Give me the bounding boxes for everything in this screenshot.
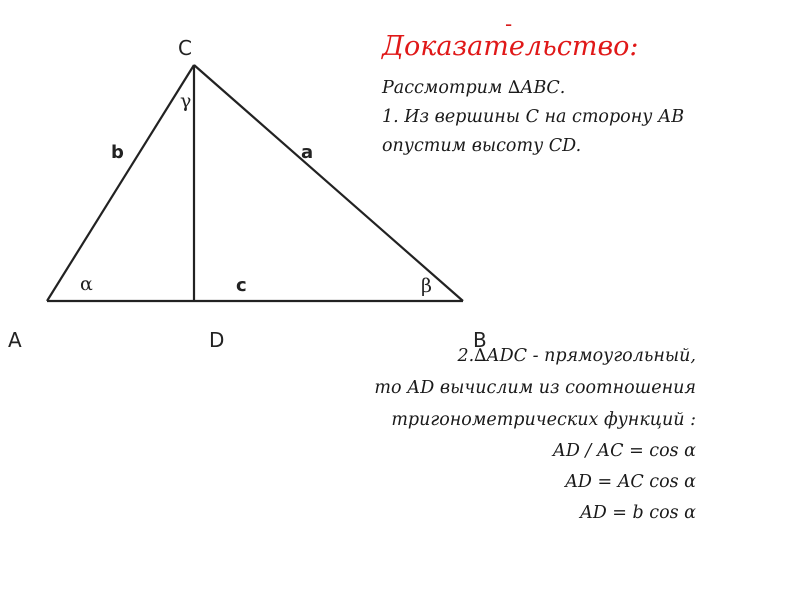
side-a-label: a (301, 142, 314, 163)
angle-gamma-label: γ (180, 90, 192, 112)
side-ac-line (47, 65, 194, 301)
proof-block (382, 30, 742, 161)
step2-line-1: 2.∆АDС - прямоугольный, (457, 346, 696, 366)
step2-line-2: то АD вычислим из соотношения (374, 378, 696, 398)
angle-alpha-label: α (80, 273, 93, 295)
title-dash-mark: - (505, 12, 513, 36)
step2-formula-1: АD / АС = cos α (552, 441, 696, 461)
step2-block (276, 340, 696, 529)
proof-title: Доказательство: (382, 31, 639, 62)
step2-formula-2: AD = AC cos α (565, 472, 696, 492)
proof-line-3: опустим высоту СD. (382, 136, 582, 156)
vertex-b-label: B (473, 328, 487, 352)
side-b-label: b (111, 142, 124, 163)
side-c-label: c (236, 275, 247, 296)
proof-line-1: Рассмотрим ∆АВС. (382, 78, 566, 98)
vertex-a-label: A (8, 328, 22, 352)
angle-beta-label: β (421, 275, 432, 297)
vertex-d-label: D (209, 328, 225, 352)
proof-line-2: 1. Из вершины С на сторону АВ (382, 107, 685, 127)
step2-formula-3: AD = b cos α (580, 503, 696, 523)
vertex-c-label: C (178, 36, 192, 60)
step2-line-3: тригонометрических функций : (391, 410, 696, 430)
